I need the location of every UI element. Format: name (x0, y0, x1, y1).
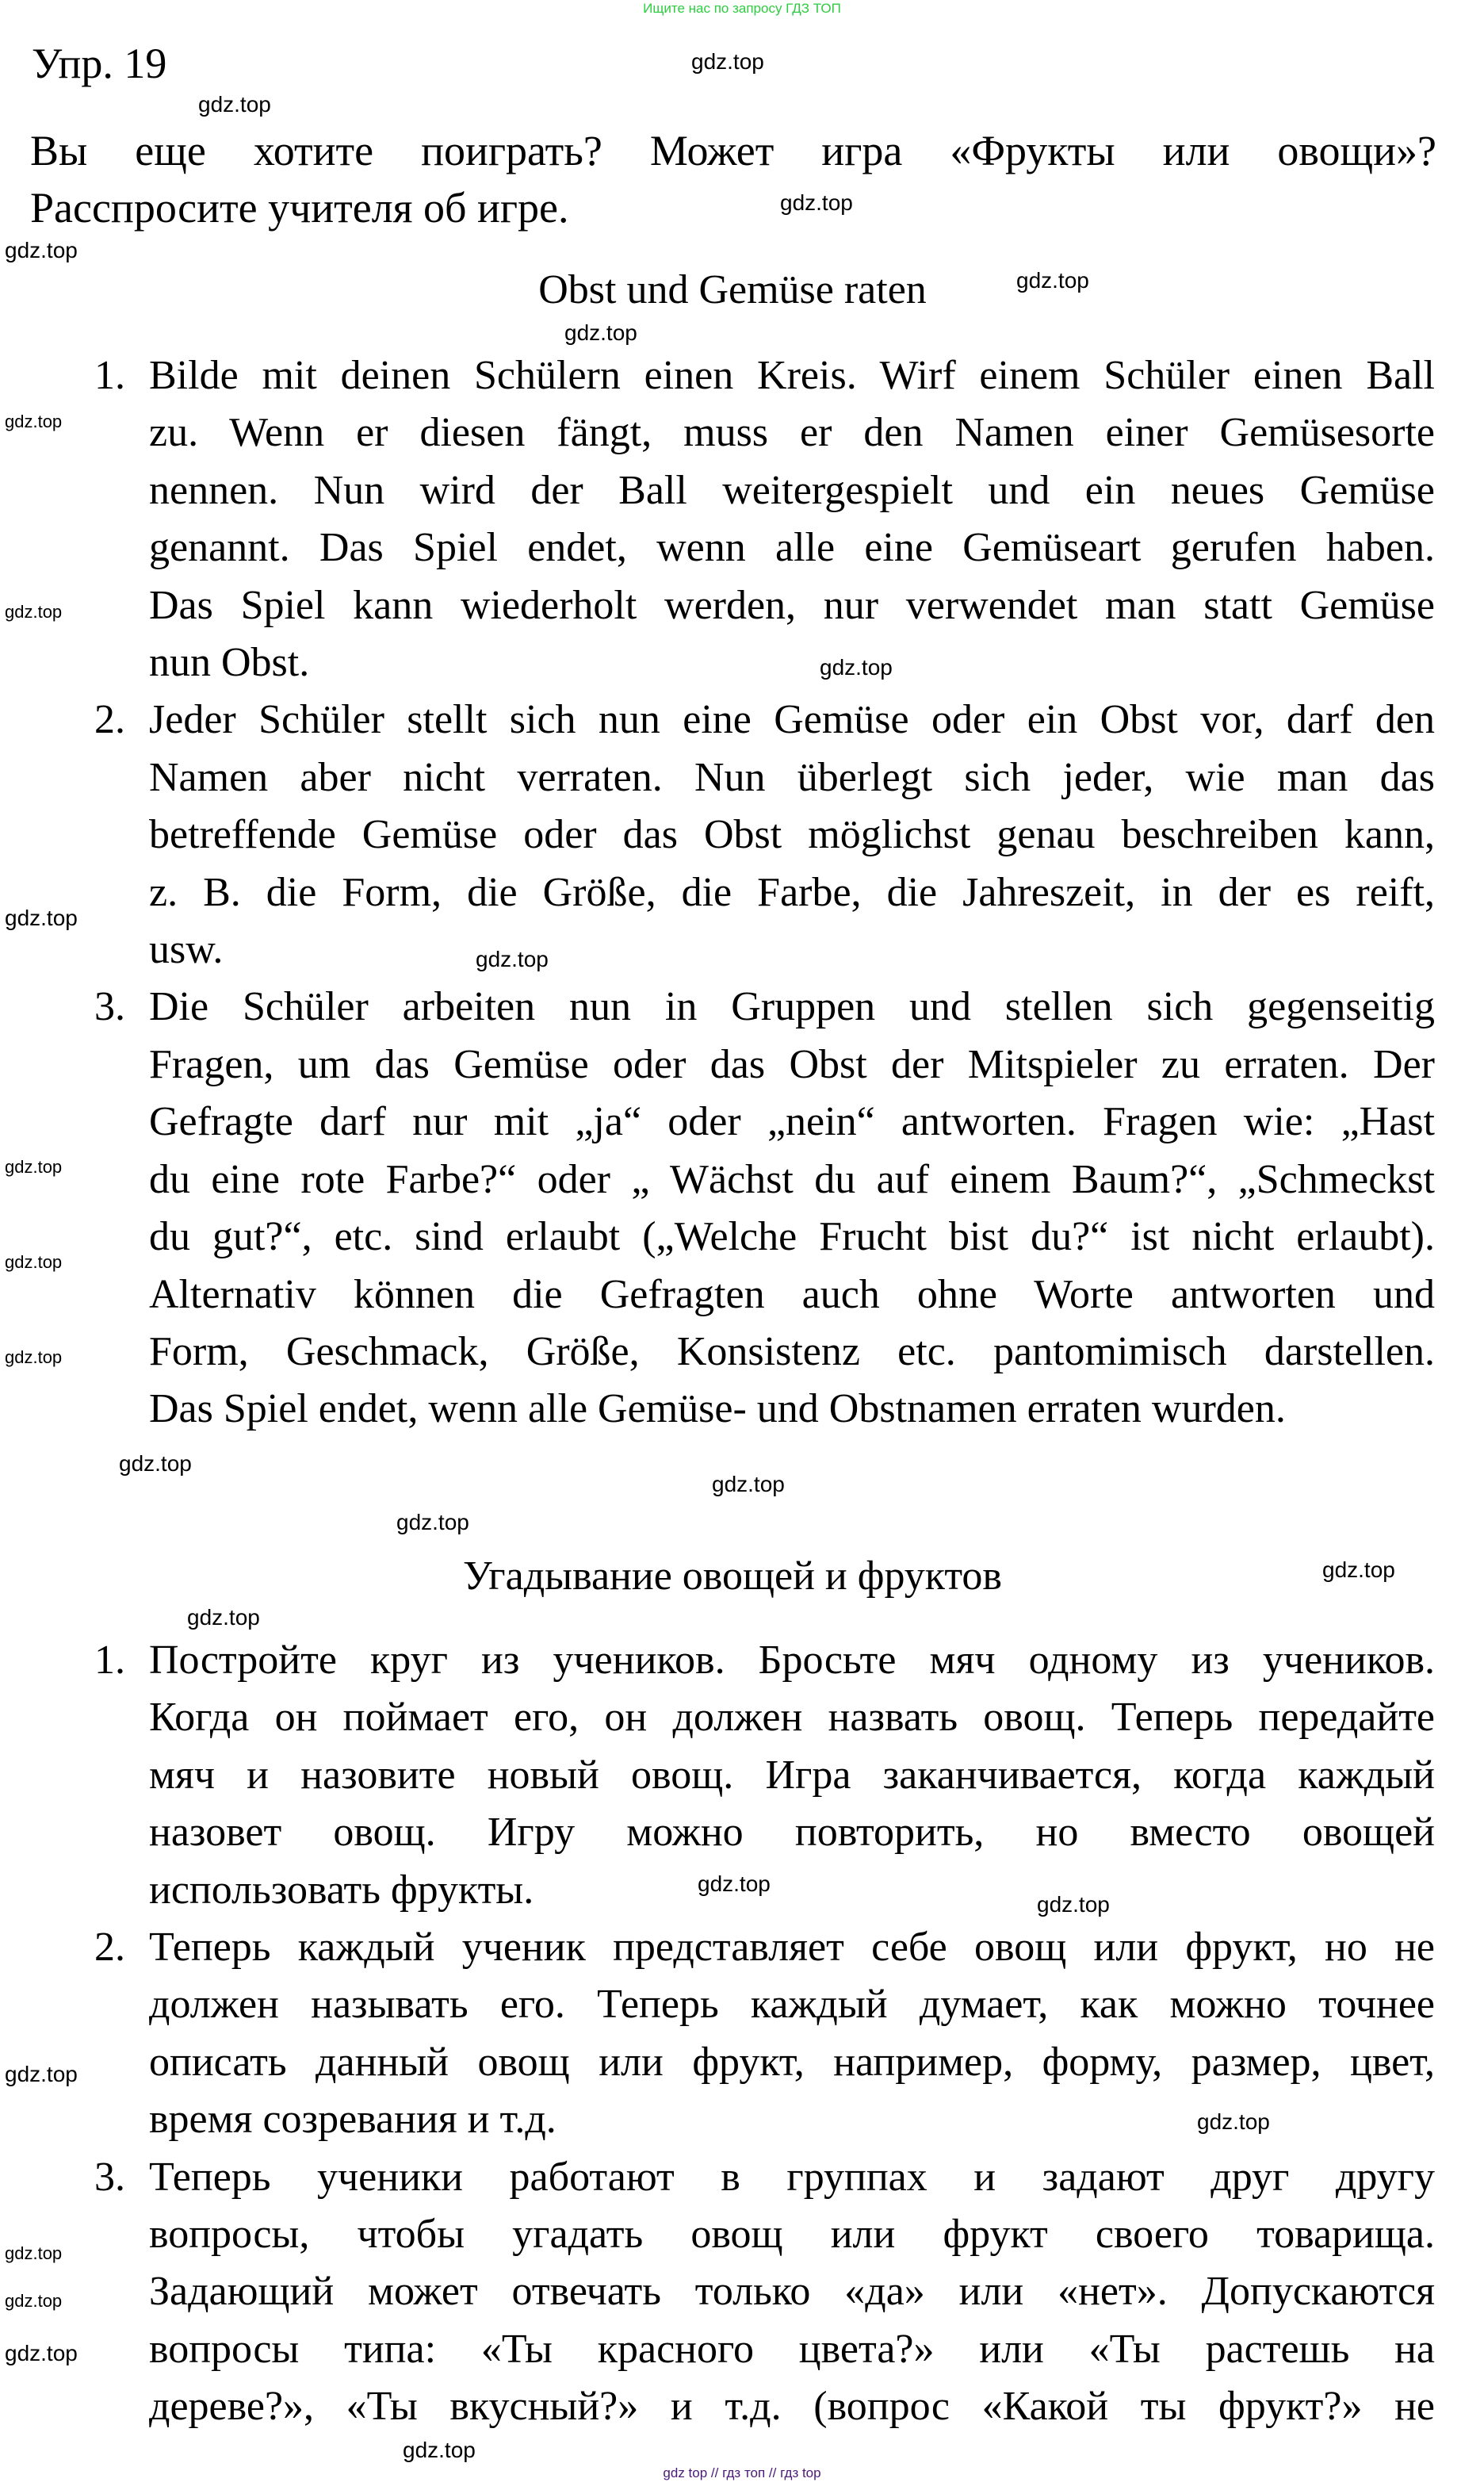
watermark: gdz.top (187, 1605, 260, 1630)
text-line: du eine rote Farbe?“ oder „ Wächst du auf einem Baum?“, „Schmeckst (149, 1156, 1435, 1202)
item-number: 2. (94, 1925, 125, 1971)
item-number: 1. (94, 353, 125, 398)
list-item (0, 2149, 1484, 2436)
intro-paragraph (30, 122, 1436, 236)
text-line: usw. (149, 927, 224, 973)
text-line: Теперь каждый ученик представляет себе овощ или фрукт, но не (149, 1925, 1435, 1971)
watermark: gdz.top (5, 2062, 78, 2086)
item-text (149, 347, 1435, 691)
text-line: описать данный овощ или фрукт, например, форму, размер, цвет, (149, 2039, 1435, 2085)
text-line: Постройте круг из учеников. Бросьте мяч одному из учеников. (149, 1638, 1435, 1683)
text-line: zu. Wenn er diesen fängt, muss er den Namen einer Gemüsesorte (149, 410, 1435, 456)
watermark: gdz.top (820, 655, 893, 680)
text-line: Form, Geschmack, Größe, Konsistenz etc. pantomimisch darstellen. (149, 1328, 1435, 1374)
text-line: Когда он поймает его, он должен назвать овощ. Теперь передайте (149, 1695, 1435, 1741)
watermark: gdz.top (198, 92, 271, 117)
intro-line: Расспросите учителя об игре. (30, 184, 569, 232)
watermark: gdz.top (5, 2341, 78, 2365)
watermark: gdz.top (564, 320, 637, 345)
text-line: мяч и назовите новый овощ. Игра заканчивается, когда каждый (149, 1752, 1435, 1798)
russian-title: Угадывание овощей и фруктов (463, 1553, 1002, 1599)
watermark: gdz.top (1037, 1892, 1110, 1917)
exercise-label: Упр. 19 (32, 40, 167, 87)
item-text (149, 979, 1435, 1438)
watermark: gdz.top (5, 1252, 63, 1272)
item-text (149, 2149, 1435, 2436)
search-banner: Ищите нас по запросу ГДЗ ТОП (643, 1, 841, 16)
watermark: gdz.top (712, 1472, 785, 1496)
text-line: Jeder Schüler stellt sich nun eine Gemüse oder ein Obst vor, darf den (149, 697, 1435, 743)
list-item (0, 691, 1484, 979)
text-line: Alternativ können die Gefragten auch ohne Worte antworten und (149, 1271, 1435, 1317)
text-line: Теперь ученики работают в группах и задают друг другу (149, 2154, 1435, 2200)
footer-banner: gdz top // гдз топ // гдз top (663, 2465, 821, 2480)
watermark: gdz.top (5, 1347, 63, 1367)
watermark: gdz.top (5, 238, 78, 262)
item-number: 1. (94, 1638, 125, 1683)
text-line: дереве?», «Ты вкусный?» и т.д. (вопрос «Какой ты фрукт?» не (149, 2384, 1435, 2430)
item-number: 2. (94, 697, 125, 743)
russian-list (0, 1632, 1484, 2436)
list-item (0, 979, 1484, 1438)
watermark: gdz.top (5, 2243, 63, 2263)
watermark: gdz.top (5, 412, 63, 431)
watermark: gdz.top (5, 1157, 63, 1177)
watermark: gdz.top (780, 190, 853, 215)
list-item (0, 347, 1484, 691)
watermark: gdz.top (1197, 2109, 1270, 2134)
watermark: gdz.top (5, 906, 78, 930)
intro-line: Вы еще хотите поиграть? Может игра «Фрукты или овощи»? (30, 127, 1436, 174)
text-line: z. B. die Form, die Größe, die Farbe, die Jahreszeit, in der es reift, (149, 869, 1435, 915)
text-line: время созревания и т.д. (149, 2097, 556, 2143)
watermark: gdz.top (119, 1451, 192, 1476)
german-title: Obst und Gemüse raten (538, 267, 927, 312)
watermark: gdz.top (403, 2438, 476, 2462)
item-number: 3. (94, 984, 125, 1030)
item-text (149, 1632, 1435, 1919)
watermark: gdz.top (476, 947, 549, 971)
watermark: gdz.top (1016, 268, 1089, 293)
watermark: gdz.top (396, 1510, 469, 1534)
watermark: gdz.top (698, 1871, 771, 1896)
text-line: Bilde mit deinen Schülern einen Kreis. Wirf einem Schüler einen Ball (149, 353, 1435, 398)
watermark: gdz.top (5, 2291, 63, 2311)
text-line: nennen. Nun wird der Ball weitergespielt und ein neues Gemüse (149, 467, 1435, 513)
text-line: вопросы типа: «Ты красного цвета?» или «Ты растешь на (149, 2326, 1435, 2372)
item-number: 3. (94, 2154, 125, 2200)
watermark: gdz.top (5, 602, 63, 622)
text-line: Namen aber nicht verraten. Nun überlegt sich jeder, wie man das (149, 754, 1435, 800)
text-line: использовать фрукты. (149, 1867, 534, 1913)
text-line: Gefragte darf nur mit „ja“ oder „nein“ antworten. Fragen wie: „Hast (149, 1099, 1435, 1145)
text-line: Das Spiel kann wiederholt werden, nur verwendet man statt Gemüse (149, 582, 1435, 628)
watermark: gdz.top (691, 49, 764, 74)
text-line: betreffende Gemüse oder das Obst möglichst genau beschreiben kann, (149, 812, 1435, 858)
text-line: Задающий может отвечать только «да» или «нет». Допускаются (149, 2269, 1435, 2315)
watermark: gdz.top (1322, 1557, 1395, 1582)
text-line: genannt. Das Spiel endet, wenn alle eine Gemüseart gerufen haben. (149, 525, 1435, 571)
text-line: Fragen, um das Gemüse oder das Obst der Mitspieler zu erraten. Der (149, 1041, 1435, 1087)
text-line: назовет овощ. Игру можно повторить, но вместо овощей (149, 1810, 1435, 1856)
text-line: Die Schüler arbeiten nun in Gruppen und stellen sich gegenseitig (149, 984, 1435, 1030)
item-text (149, 691, 1435, 979)
text-line: должен называть его. Теперь каждый думает, как можно точнее (149, 1982, 1435, 2028)
text-line: nun Obst. (149, 640, 310, 686)
text-line: Das Spiel endet, wenn alle Gemüse- und Obstnamen erraten wurden. (149, 1386, 1286, 1432)
text-line: du gut?“, etc. sind erlaubt („Welche Frucht bist du?“ ist nicht erlaubt). (149, 1214, 1435, 1260)
german-list (0, 347, 1484, 1438)
text-line: вопросы, чтобы угадать овощ или фрукт своего товарища. (149, 2212, 1435, 2258)
